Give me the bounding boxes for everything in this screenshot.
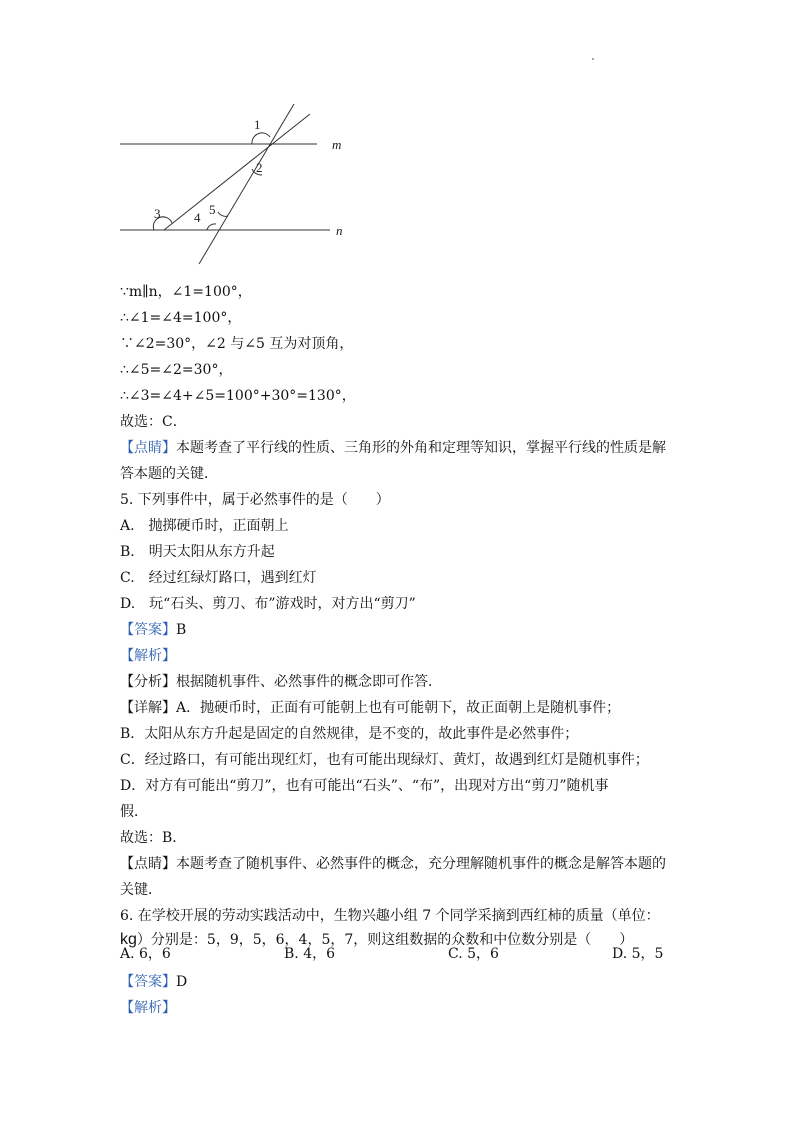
unit-kg: kg <box>120 931 137 948</box>
q5-answer <box>120 620 186 640</box>
q5-option-c: C. 经过红绿灯路口，遇到红灯 <box>120 570 317 586</box>
q5-detail-a <box>120 698 620 718</box>
transversal-1 <box>164 114 310 230</box>
line-m-label: m <box>332 137 342 152</box>
q5-detail-d: D．对方有可能出“剪刀”，也有可能出“石头”、“布”，出现对方出“剪刀”随机事 <box>120 778 609 794</box>
q5-comment-cont: 关键． <box>120 882 162 898</box>
q5-stem: 5. 下列事件中，属于必然事件的是（ ） <box>120 492 390 508</box>
angle-5-label: 5 <box>209 202 216 217</box>
q5-fenxi <box>120 672 442 692</box>
answer-value: B <box>176 622 187 638</box>
parallel-lines-figure <box>112 104 352 270</box>
fenxi-tag: 【分析】 <box>120 674 176 690</box>
q6-analysis-tag: 【解析】 <box>120 1000 176 1016</box>
q5-detail-b: B．太阳从东方升起是固定的自然规律，是不变的，故此事件是必然事件； <box>120 726 579 742</box>
q6-stem-2 <box>120 930 633 950</box>
q5-option-b: B. 明天太阳从东方升起 <box>120 544 275 560</box>
proof-line-5: ∴∠3=∠4+∠5=100°+30°=130°， <box>120 388 356 404</box>
q6-option-c: C. 5，6 <box>448 946 499 962</box>
q6-stem-1: 6. 在学校开展的劳动实践活动中，生物兴趣小组 7 个同学采摘到西红柿的质量（单位： <box>120 908 660 924</box>
line-n-label: n <box>336 223 343 238</box>
angle-5-arc <box>218 212 228 216</box>
q6-answer <box>120 972 187 992</box>
angle-1-arc <box>252 133 270 144</box>
proof-choice: 故选：C． <box>120 414 187 430</box>
q6-option-a: A. 6，6 <box>120 946 171 962</box>
q5-comment <box>120 854 666 874</box>
angle-2-label: 2 <box>256 160 263 175</box>
comment-text: 本题考查了平行线的性质、三角形的外角和定理等知识，掌握平行线的性质是解 <box>176 440 666 456</box>
page-mark <box>592 58 594 60</box>
fenxi-text: 根据随机事件、必然事件的概念即可作答． <box>176 674 442 690</box>
q5-option-d: D. 玩“石头、剪刀、布”游戏时，对方出“剪刀” <box>120 596 416 612</box>
q5-option-a: A. 抛掷硬币时，正面朝上 <box>120 518 289 534</box>
comment-tag: 【点睛】 <box>120 440 176 456</box>
q4-comment-cont: 答本题的关键． <box>120 466 218 482</box>
q5-detail-c: C．经过路口，有可能出现红灯，也有可能出现绿灯、黄灯，故遇到红灯是随机事件； <box>120 752 649 768</box>
q6-stem-2-text: ）分别是：5，9，5，6，4，5，7，则这组数据的众数和中位数分别是（ ） <box>136 932 634 948</box>
proof-line-4: ∴∠5=∠2=30°， <box>120 362 233 378</box>
detail-tag: 【详解】 <box>120 700 176 716</box>
q6-option-d: D. 5，5 <box>612 946 664 962</box>
proof-line-3: ∵∠2=30°，∠2 与∠5 互为对顶角， <box>120 336 354 352</box>
transversal-2 <box>199 104 294 264</box>
answer-tag: 【答案】 <box>120 622 176 638</box>
angle-1-label: 1 <box>254 117 261 132</box>
angle-4-label: 4 <box>194 210 201 225</box>
answer-value: D <box>176 974 188 990</box>
comment-text: 本题考查了随机事件、必然事件的概念，充分理解随机事件的概念是解答本题的 <box>176 856 666 872</box>
q5-analysis-tag: 【解析】 <box>120 648 176 664</box>
angle-4-arc <box>207 224 216 230</box>
q5-detail-d-cont: 假． <box>120 804 148 820</box>
q4-comment <box>120 438 666 458</box>
answer-tag: 【答案】 <box>120 974 176 990</box>
angle-3-label: 3 <box>154 206 161 221</box>
comment-tag: 【点睛】 <box>120 856 176 872</box>
detail-a-text: A．抛硬币时，正面有可能朝上也有可能朝下，故正面朝上是随机事件； <box>176 700 621 716</box>
proof-line-1: ∵m∥n，∠1=100°， <box>120 284 252 300</box>
q6-option-b: B. 4，6 <box>284 946 336 962</box>
proof-line-2: ∴∠1=∠4=100°， <box>120 310 242 326</box>
q5-choose: 故选：B． <box>120 830 187 846</box>
